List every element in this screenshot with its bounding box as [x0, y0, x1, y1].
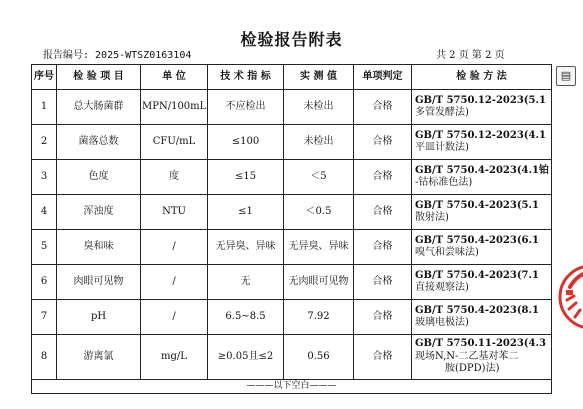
cell-method	[412, 160, 552, 195]
method-text: GB/T 5750.4-2023(5.1	[415, 199, 539, 211]
cell-spec: ≥0.05且≤2	[208, 335, 284, 380]
cell-item: 肉眼可见物	[57, 265, 141, 300]
cell-no: 2	[32, 125, 57, 160]
cell-item: 菌落总数	[57, 125, 141, 160]
cell-item: 色度	[57, 160, 141, 195]
table-row	[32, 230, 552, 265]
method-subtext: 多管发酵法)	[415, 107, 469, 118]
cell-item: 浑浊度	[57, 195, 141, 230]
cell-no: 5	[32, 230, 57, 265]
cell-spec: ≤15	[208, 160, 284, 195]
cell-unit: NTU	[141, 195, 208, 230]
cell-item: pH	[57, 300, 141, 335]
cell-measured: 未检出	[284, 125, 354, 160]
method-subtext: 嗅气和尝味法)	[415, 247, 479, 258]
cell-method	[412, 90, 552, 125]
table-footer-text: ———以下空白———	[32, 380, 552, 394]
header-no: 序号	[32, 65, 57, 90]
header-item: 检 验 项 目	[57, 65, 141, 90]
cell-spec: ≤1	[208, 195, 284, 230]
cell-measured: ＜5	[284, 160, 354, 195]
cell-unit: /	[141, 300, 208, 335]
official-seal-icon	[556, 262, 583, 332]
report-number: 报告编号: 2025-WTSZ0163104	[43, 50, 192, 61]
cell-verdict: 合格	[354, 195, 412, 230]
cell-method	[412, 195, 552, 230]
method-subtext: 现场N,N-二乙基对苯二	[415, 350, 519, 362]
cell-verdict: 合格	[354, 265, 412, 300]
table-row	[32, 90, 552, 125]
cell-spec: ≤100	[208, 125, 284, 160]
table-row	[32, 195, 552, 230]
cell-no: 4	[32, 195, 57, 230]
cell-item: 游离氯	[57, 335, 141, 380]
cell-no: 7	[32, 300, 57, 335]
cell-verdict: 合格	[354, 300, 412, 335]
method-text: GB/T 5750.11-2023(4.3	[415, 338, 546, 350]
cell-measured: 0.56	[284, 335, 354, 380]
table-row	[32, 265, 552, 300]
cell-unit: MPN/100mL	[141, 90, 208, 125]
cell-measured: ＜0.5	[284, 195, 354, 230]
method-subtext: 散射法)	[415, 212, 449, 223]
document-title: 检验报告附表	[240, 30, 343, 49]
cell-verdict: 合格	[354, 160, 412, 195]
cell-method	[412, 125, 552, 160]
cell-no: 3	[32, 160, 57, 195]
cell-verdict: 合格	[354, 335, 412, 380]
table-row	[32, 160, 552, 195]
table-footer-row	[32, 380, 552, 394]
cell-measured: 7.92	[284, 300, 354, 335]
header-spec: 技 术 指 标	[208, 65, 284, 90]
method-text: GB/T 5750.12-2023(4.1	[415, 129, 546, 141]
cell-unit: 度	[141, 160, 208, 195]
cell-method	[412, 230, 552, 265]
cell-unit: CFU/mL	[141, 125, 208, 160]
cell-method	[412, 335, 552, 380]
cell-verdict: 合格	[354, 90, 412, 125]
table-row	[32, 335, 552, 380]
cell-item: 总大肠菌群	[57, 90, 141, 125]
cell-method	[412, 300, 552, 335]
method-subtext: 玻璃电极法)	[415, 317, 469, 328]
cell-unit: /	[141, 265, 208, 300]
header-measured: 实 测 值	[284, 65, 354, 90]
table-row	[32, 125, 552, 160]
method-text: GB/T 5750.4-2023(6.1	[415, 234, 539, 246]
cell-unit: /	[141, 230, 208, 265]
header-verdict: 单项判定	[354, 65, 412, 90]
method-subtext: -钴标准色法)	[415, 177, 473, 188]
table-row	[32, 300, 552, 335]
method-text: GB/T 5750.4-2023(8.1	[415, 304, 539, 316]
method-subtext: 平皿计数法)	[415, 142, 469, 153]
cell-spec: 无	[208, 265, 284, 300]
method-text: GB/T 5750.12-2023(5.1	[415, 94, 546, 106]
cell-no: 1	[32, 90, 57, 125]
cell-spec: 6.5~8.5	[208, 300, 284, 335]
header-method: 检 验 方 法	[412, 65, 552, 90]
method-text: GB/T 5750.4-2023(4.1铂	[415, 164, 549, 176]
cell-no: 8	[32, 335, 57, 380]
results-table	[31, 64, 552, 394]
cell-verdict: 合格	[354, 125, 412, 160]
cell-unit: mg/L	[141, 335, 208, 380]
cell-spec: 无异臭、异味	[208, 230, 284, 265]
method-text: GB/T 5750.4-2023(7.1	[415, 269, 539, 281]
method-subtext: 直接观察法)	[415, 282, 469, 293]
cell-measured: 未检出	[284, 90, 354, 125]
method-subtext-2: 胺(DPD)法)	[445, 363, 500, 375]
cell-measured: 无肉眼可见物	[284, 265, 354, 300]
document-view-icon[interactable]: ▤	[556, 66, 576, 86]
cell-no: 6	[32, 265, 57, 300]
table-header-row	[32, 65, 552, 90]
page-info: 共 2 页 第 2 页	[436, 50, 505, 61]
cell-method	[412, 265, 552, 300]
cell-measured: 无异臭、异味	[284, 230, 354, 265]
cell-item: 臭和味	[57, 230, 141, 265]
header-unit: 单 位	[141, 65, 208, 90]
cell-spec: 不应检出	[208, 90, 284, 125]
cell-verdict: 合格	[354, 230, 412, 265]
